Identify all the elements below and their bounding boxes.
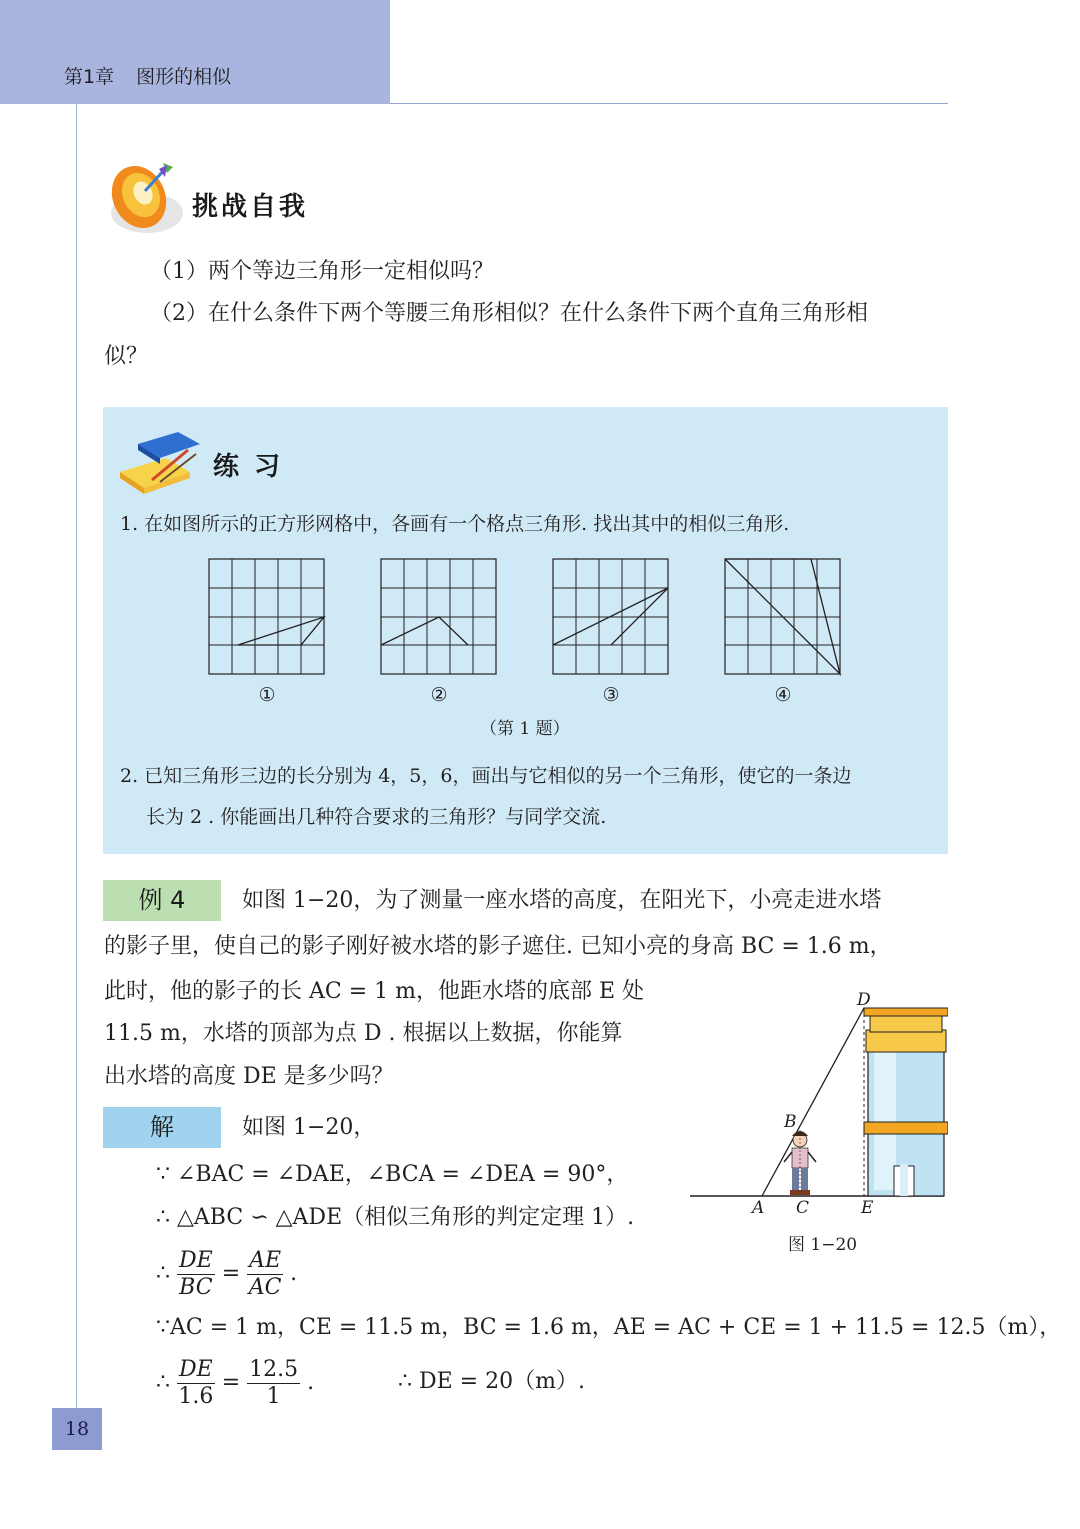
- label-B: B: [784, 1112, 797, 1132]
- fraction-12-5-1: [247, 1358, 300, 1409]
- water-tower-figure: [688, 990, 948, 1220]
- therefore-symbol: ∴: [156, 1261, 170, 1286]
- example-line-5: 出水塔的高度 DE 是多少吗？: [104, 1064, 394, 1089]
- equals-sign: =: [221, 1261, 241, 1286]
- chapter-heading: [64, 62, 253, 89]
- therefore-symbol: ∴: [156, 1370, 170, 1395]
- fraction-denominator: 1.6: [178, 1383, 214, 1409]
- books-icon: [116, 428, 204, 496]
- exercise-item-2-cont: 长为 2 . 你能画出几种符合要求的三角形？与同学交流.: [146, 806, 607, 828]
- example-line-2: 的影子里，使自己的影子刚好被水塔的影子遮住. 已知小亮的身高 BC = 1.6 m，: [104, 934, 892, 959]
- grid-figure-3: [553, 559, 668, 674]
- solution-tag: 解: [103, 1107, 221, 1148]
- solution-step-1: ∵ ∠BAC = ∠DAE，∠BCA = ∠DEA = 90°，: [156, 1162, 629, 1187]
- label-E: E: [861, 1198, 874, 1218]
- label-A: A: [752, 1198, 765, 1218]
- equals-sign: =: [221, 1370, 241, 1395]
- period: .: [290, 1261, 298, 1286]
- fraction-numerator: 12.5: [249, 1356, 299, 1382]
- grid-caption: （第 1 题）: [480, 719, 570, 739]
- solution-step-5: [156, 1355, 314, 1411]
- fraction-denominator: AC: [248, 1274, 282, 1300]
- grid-figure-1: [209, 559, 324, 674]
- fraction-ae-ac: [247, 1249, 283, 1300]
- target-icon: [103, 155, 185, 241]
- example-line-1: 如图 1−20，为了测量一座水塔的高度，在阳光下，小亮走进水塔: [242, 888, 882, 913]
- fraction-denominator: 1: [266, 1383, 281, 1409]
- exercise-item-1: 1. 在如图所示的正方形网格中，各画有一个格点三角形. 找出其中的相似三角形.: [120, 513, 790, 535]
- challenge-title: 挑战自我: [192, 192, 309, 222]
- grid-label-2: ②: [430, 684, 448, 706]
- fraction-numerator: AE: [249, 1247, 282, 1273]
- margin-line: [76, 104, 77, 1409]
- grid-figure-2: [381, 559, 496, 674]
- challenge-question-1: （1）两个等边三角形一定相似吗？: [150, 259, 494, 284]
- label-C: C: [796, 1198, 810, 1218]
- fraction-de-1-6: [177, 1358, 215, 1409]
- chapter-number: 第1章: [64, 66, 115, 88]
- header-rule: [390, 103, 948, 104]
- exercise-item-2: 2. 已知三角形三边的长分别为 4，5，6，画出与它相似的另一个三角形，使它的一条边: [120, 765, 852, 787]
- solution-step-3: [156, 1246, 297, 1302]
- grid-label-4: ④: [774, 684, 792, 706]
- fraction-numerator: DE: [179, 1247, 213, 1273]
- fraction-denominator: BC: [179, 1274, 213, 1300]
- solution-step-4: ∵AC = 1 m，CE = 11.5 m，BC = 1.6 m，AE = AC + CE = 1 + 11.5 = 12.5（m），: [156, 1315, 1062, 1340]
- page-number: 18: [52, 1408, 102, 1450]
- example-tag: 例 4: [103, 880, 221, 921]
- figure-caption: 图 1−20: [788, 1235, 858, 1255]
- example-line-4: 11.5 m，水塔的顶部为点 D . 根据以上数据，你能算: [104, 1021, 623, 1046]
- solution-step-2: ∴ △ABC ∽ △ADE（相似三角形的判定定理 1）.: [156, 1205, 635, 1230]
- solution-result: ∴ DE = 20（m）.: [398, 1369, 585, 1394]
- challenge-question-2: （2）在什么条件下两个等腰三角形相似？在什么条件下两个直角三角形相: [150, 301, 868, 326]
- label-D: D: [857, 990, 871, 1010]
- example-line-3: 此时，他的影子的长 AC = 1 m，他距水塔的底部 E 处: [104, 979, 645, 1004]
- fraction-de-bc: [177, 1249, 215, 1300]
- period: .: [307, 1370, 315, 1395]
- challenge-question-2-cont: 似？: [104, 344, 149, 369]
- grid-label-1: ①: [258, 684, 276, 706]
- grid-label-3: ③: [602, 684, 620, 706]
- solution-line-0: 如图 1−20，: [242, 1115, 376, 1140]
- fraction-numerator: DE: [179, 1356, 213, 1382]
- exercise-title: 练 习: [213, 452, 284, 482]
- chapter-title: 图形的相似: [136, 66, 232, 88]
- grid-figure-4: [725, 559, 840, 674]
- grid-figures: [200, 555, 860, 710]
